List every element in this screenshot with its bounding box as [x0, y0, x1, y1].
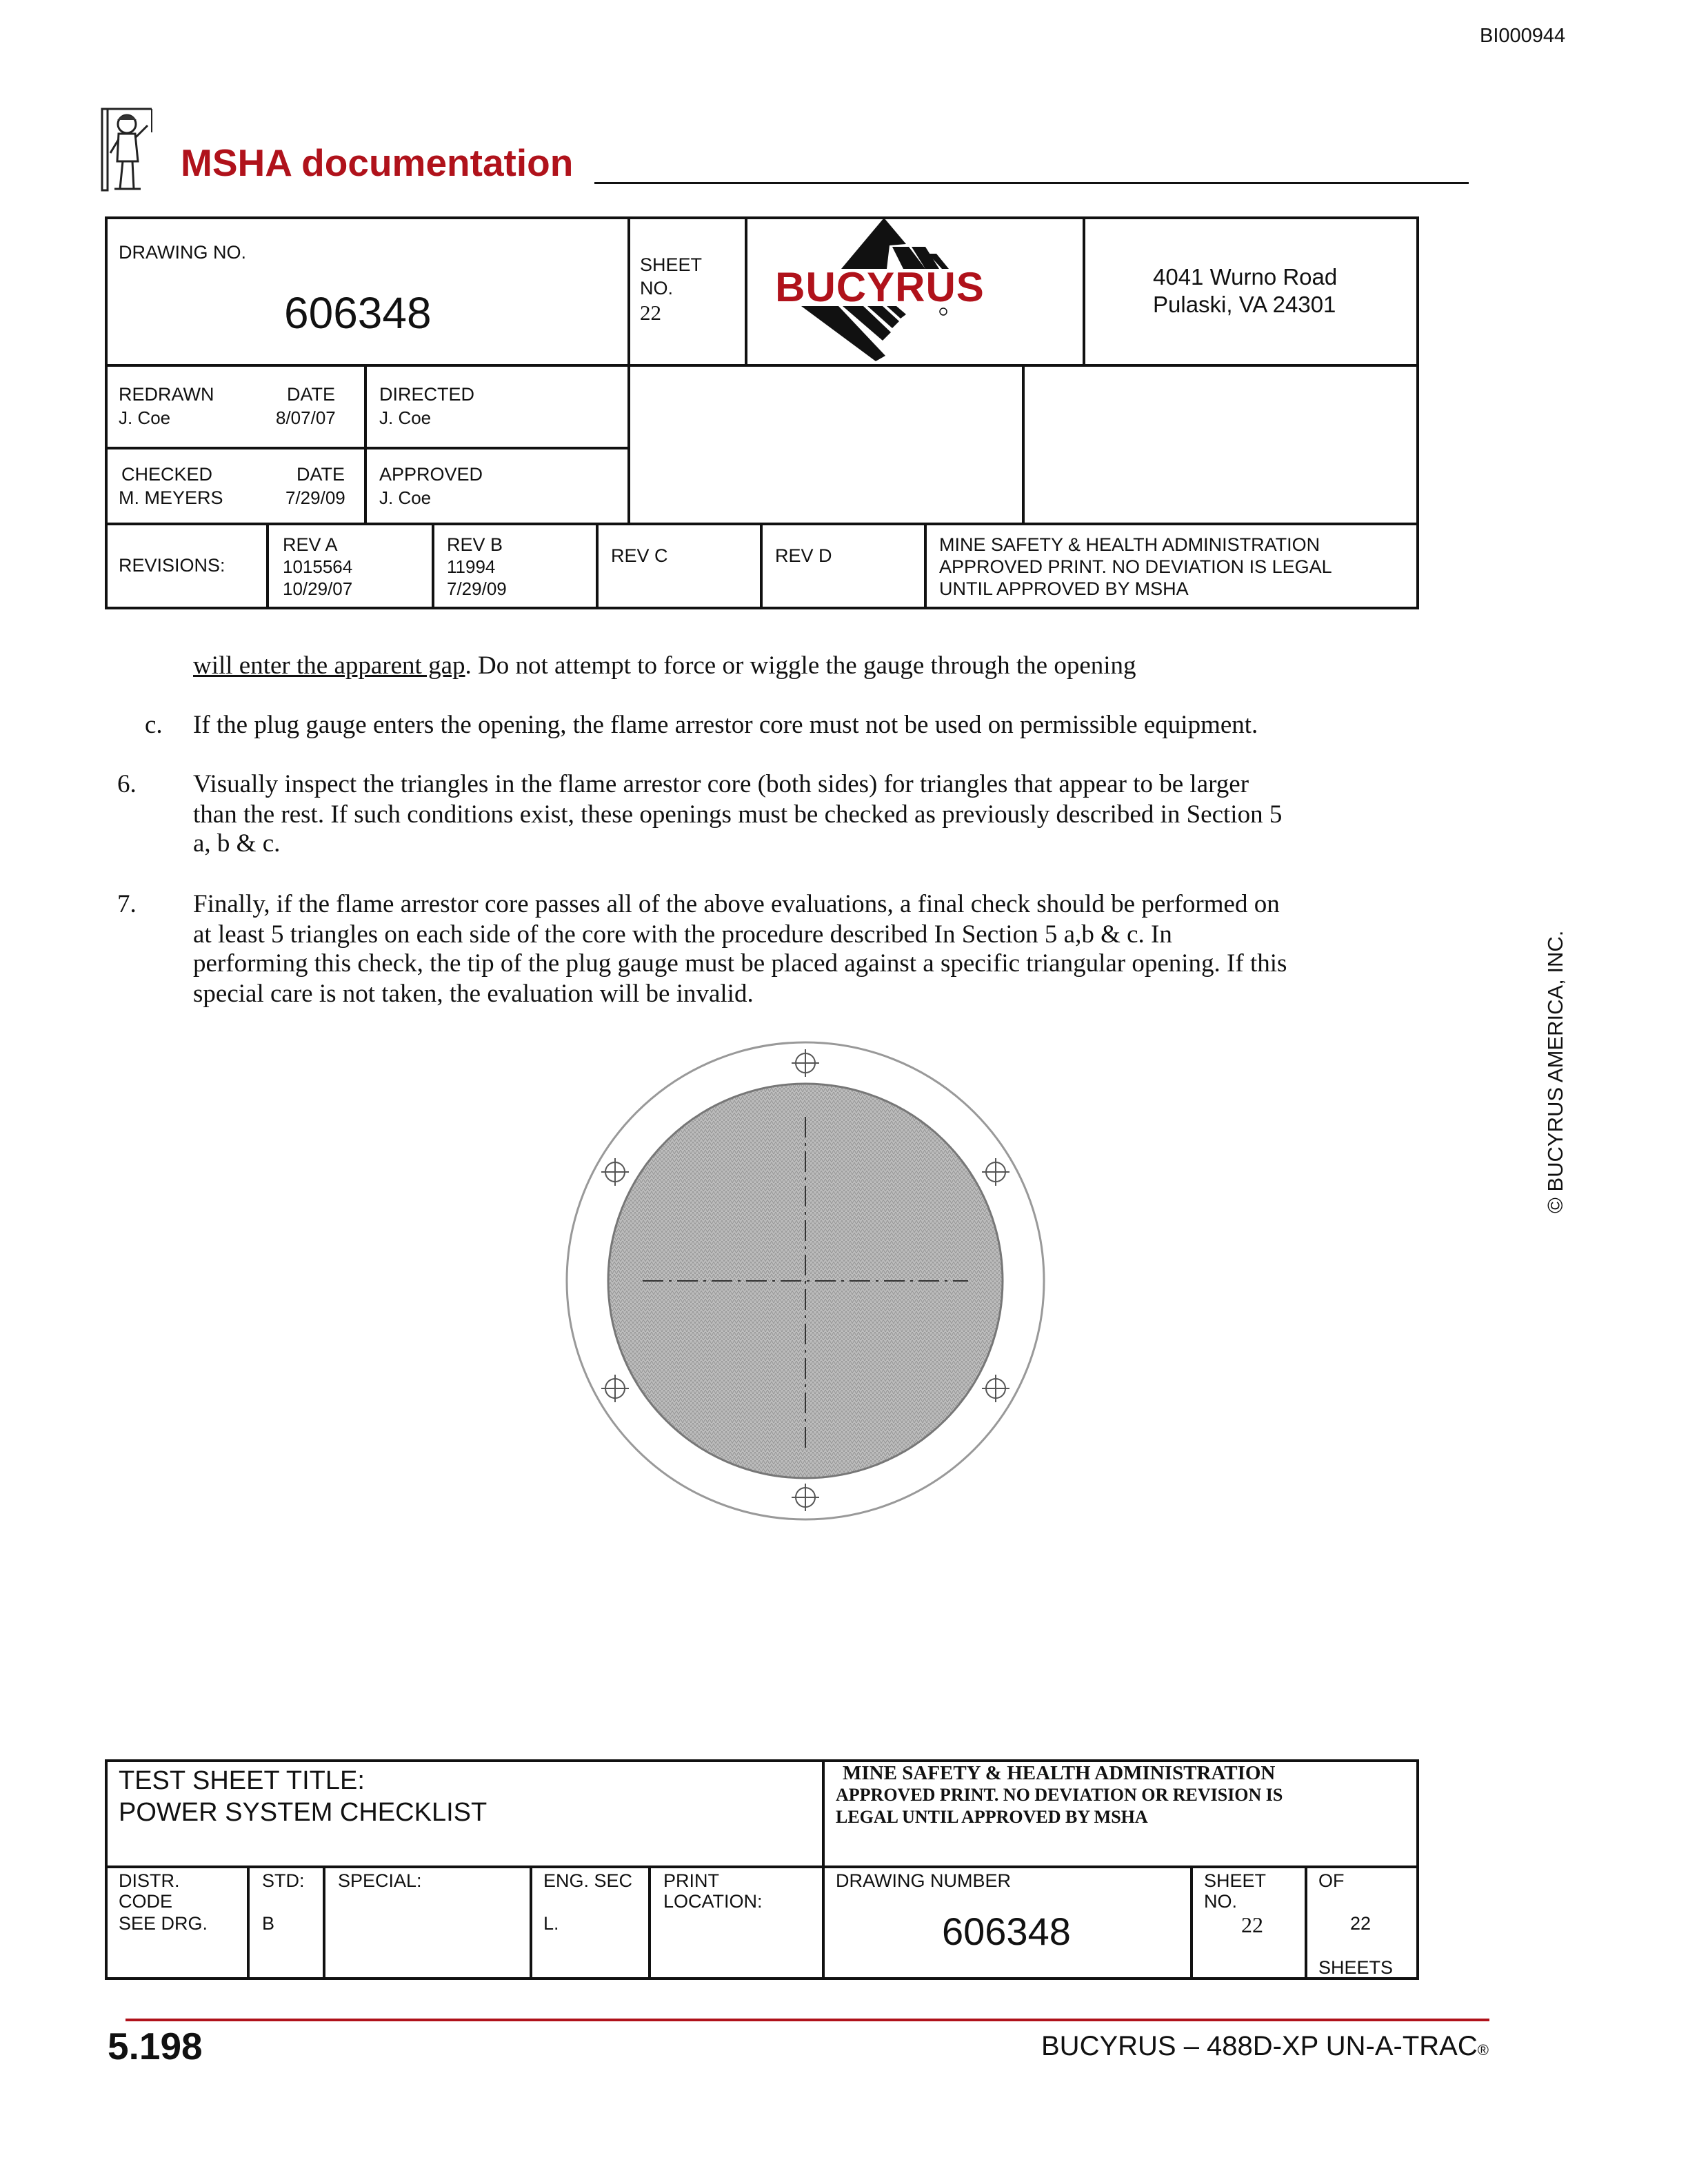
approved-label: APPROVED [379, 464, 483, 485]
footer-model-name: BUCYRUS – 488D-XP UN-A-TRAC [1041, 2031, 1478, 2061]
print-location-label-2: LOCATION: [663, 1891, 763, 1912]
bottom-block-border [530, 1866, 532, 1979]
std-label: STD: [262, 1870, 305, 1891]
title-block-border [432, 523, 434, 608]
special-label: SPECIAL: [338, 1870, 422, 1891]
bottom-msha-line-3: LEGAL UNTIL APPROVED BY MSHA [836, 1807, 1148, 1827]
item-c-text: If the plug gauge enters the opening, the flame arrestor core must not be used on permissible equipment. [193, 711, 1258, 739]
revisions-label: REVISIONS: [119, 555, 225, 576]
page-number: 5.198 [108, 2025, 203, 2067]
drawing-number-value: 606348 [942, 1910, 1071, 1953]
bottom-block-border [247, 1866, 250, 1979]
sheet-label-2: NO. [1204, 1891, 1238, 1912]
eng-sec-label: ENG. SEC [543, 1870, 633, 1891]
worker-icon [97, 105, 160, 196]
bolt-hole-lower-left [601, 1375, 629, 1402]
body-line-1-underlined: will enter the apparent gap [193, 651, 465, 680]
address-line-1: 4041 Wurno Road [1153, 264, 1338, 290]
title-block-border [596, 523, 599, 608]
item-7-line-1: Finally, if the flame arrestor core passes all of the above evaluations, a final check should be performed on [193, 890, 1280, 918]
title-block-border [1022, 364, 1025, 524]
eng-sec-value: L. [543, 1913, 559, 1934]
sheet-value: 22 [1241, 1912, 1263, 1937]
title-block-border [627, 216, 630, 524]
footer-model-text [1041, 2030, 1489, 2067]
print-location-label-1: PRINT [663, 1870, 719, 1891]
item-7-line-3: performing this check, the tip of the plug gauge must be placed against a specific triangular opening. If this [193, 949, 1287, 978]
test-sheet-title: POWER SYSTEM CHECKLIST [119, 1798, 488, 1827]
sheet-no-label: NO. [640, 278, 674, 299]
rev-d-label: REV D [775, 545, 832, 566]
copyright-side-text: © BUCYRUS AMERICA, INC. [1543, 930, 1567, 1213]
redrawn-date-label: DATE [287, 384, 336, 405]
directed-label: DIRECTED [379, 384, 475, 405]
flame-arrestor-diagram [559, 1034, 1055, 1530]
item-6-line-3: a, b & c. [193, 829, 281, 858]
bolt-hole-upper-right [982, 1158, 1009, 1186]
bottom-block-border [822, 1759, 825, 1980]
distr-label-3: SEE DRG. [119, 1913, 208, 1934]
test-sheet-title-label: TEST SHEET TITLE: [119, 1766, 365, 1795]
title-block-border [266, 523, 269, 608]
checked-date: 7/29/09 [285, 487, 345, 508]
header-rule [594, 182, 1469, 184]
msha-note-line-3: UNTIL APPROVED BY MSHA [939, 578, 1189, 599]
approved-by: J. Coe [379, 487, 432, 508]
rev-c-label: REV C [611, 545, 668, 566]
title-block-border [105, 364, 1419, 367]
sheets-label: SHEETS [1318, 1957, 1394, 1978]
title-block-border [924, 523, 927, 608]
item-7-marker: 7. [117, 890, 137, 918]
sheet-no-value: 22 [640, 301, 661, 325]
bolt-hole-lower-right [982, 1375, 1009, 1402]
bottom-msha-line-1: MINE SAFETY & HEALTH ADMINISTRATION [843, 1762, 1276, 1784]
bottom-block-border [105, 1866, 1419, 1868]
bottom-block-border [648, 1866, 651, 1979]
std-value: B [262, 1913, 275, 1934]
redrawn-date: 8/07/07 [276, 407, 336, 428]
directed-by: J. Coe [379, 407, 432, 428]
title-block-border [364, 364, 367, 524]
rev-b-date: 7/29/09 [447, 578, 507, 599]
rev-b-number: 11994 [447, 556, 496, 577]
bottom-block-border [1416, 1759, 1419, 1980]
checked-label: CHECKED [121, 464, 213, 485]
of-label: OF [1318, 1870, 1345, 1891]
bottom-msha-line-2: APPROVED PRINT. NO DEVIATION OR REVISION IS [836, 1785, 1283, 1805]
document-id: BI000944 [1480, 25, 1566, 47]
bottom-block-border [323, 1866, 325, 1979]
registered-mark: ® [1477, 2041, 1489, 2059]
checked-by: M. MEYERS [119, 487, 223, 508]
drawing-no-value: 606348 [284, 288, 432, 338]
bolt-hole-bottom [792, 1484, 819, 1511]
title-block-border [745, 216, 747, 365]
sheet-no-label: SHEET [640, 254, 703, 275]
redrawn-by: J. Coe [119, 407, 171, 428]
item-6-marker: 6. [117, 770, 137, 798]
rev-a-number: 1015564 [283, 556, 353, 577]
rev-a-label: REV A [283, 534, 338, 555]
bottom-block-border [105, 1759, 108, 1980]
body-line-1 [193, 651, 1136, 681]
title-block-border [1416, 216, 1419, 609]
item-7-line-4: special care is not taken, the evaluation will be invalid. [193, 980, 754, 1008]
rev-b-label: REV B [447, 534, 503, 555]
title-block-border [760, 523, 763, 608]
checked-date-label: DATE [297, 464, 345, 485]
title-block-border [105, 447, 629, 449]
item-c-marker: c. [145, 711, 163, 739]
body-line-1-rest: . Do not attempt to force or wiggle the gauge through the opening [465, 651, 1136, 680]
bottom-block-border [105, 1977, 1419, 1980]
bolt-hole-top [792, 1049, 819, 1077]
bucyrus-logo [756, 218, 1004, 363]
of-value: 22 [1350, 1913, 1372, 1934]
item-6-line-1: Visually inspect the triangles in the flame arrestor core (both sides) for triangles that appear to be larger [193, 770, 1249, 798]
msha-note-line-1: MINE SAFETY & HEALTH ADMINISTRATION [939, 534, 1320, 555]
distr-label-1: DISTR. [119, 1870, 180, 1891]
redrawn-label: REDRAWN [119, 384, 214, 405]
rev-a-date: 10/29/07 [283, 578, 353, 599]
bolt-hole-upper-left [601, 1158, 629, 1186]
drawing-number-label: DRAWING NUMBER [836, 1870, 1011, 1891]
footer-rule [125, 2019, 1489, 2021]
title-block-border [105, 216, 108, 609]
item-6-line-2: than the rest. If such conditions exist, these openings must be checked as previously described in Section 5 [193, 800, 1283, 829]
address-line-2: Pulaski, VA 24301 [1153, 292, 1336, 317]
bucyrus-logo-text: BUCYRUS [775, 264, 985, 310]
bottom-block-border [1305, 1866, 1307, 1979]
item-7-line-2: at least 5 triangles on each side of the core with the procedure described In Section 5 a,b & c. In [193, 920, 1172, 949]
msha-note-line-2: APPROVED PRINT. NO DEVIATION IS LEGAL [939, 556, 1332, 577]
title-block-border [1083, 216, 1085, 365]
sheet-label-1: SHEET [1204, 1870, 1267, 1891]
bottom-block-border [1190, 1866, 1193, 1979]
page-title: MSHA documentation [181, 141, 574, 184]
distr-label-2: CODE [119, 1891, 173, 1912]
drawing-no-label: DRAWING NO. [119, 242, 246, 263]
